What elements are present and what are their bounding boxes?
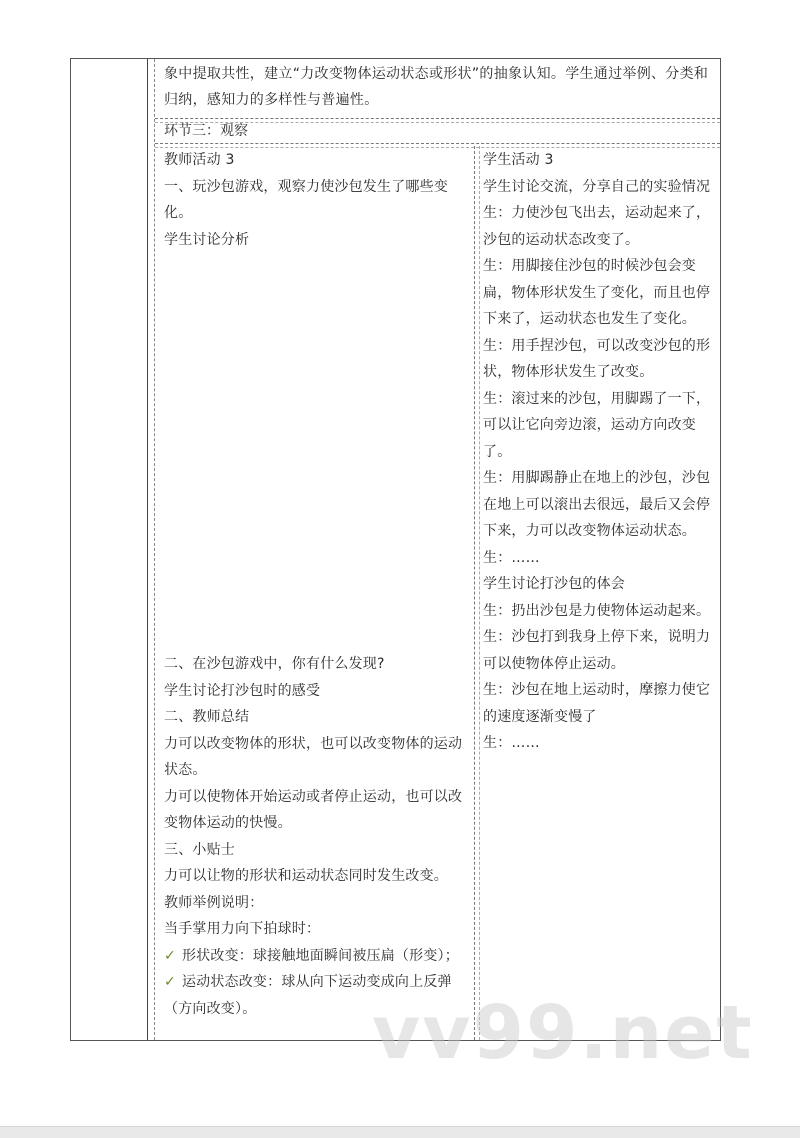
teacher-line: 力可以改变物体的形状，也可以改变物体的运动状态。 — [164, 735, 463, 778]
column-divider — [474, 146, 475, 1040]
student-heading: 学生活动 3 — [483, 152, 554, 168]
checklist-text: 运动状态改变：球从向下运动变成向上反弹（方向改变）。 — [164, 974, 452, 1017]
teacher-line: 学生讨论分析 — [164, 231, 250, 248]
student-line: 生：滚过来的沙包，用脚踢了一下，可以让它向旁边滚，运动方向改变了。 — [483, 390, 711, 460]
teacher-line: 一、玩沙包游戏，观察力使沙包发生了哪些变化。 — [164, 178, 448, 221]
intro-paragraph: 象中提取共性，建立“力改变物体运动状态或形状”的抽象认知。学生通过举例、分类和归纳，感知力的多样性与普遍性。 — [164, 66, 709, 108]
page-bottom-edge — [0, 1126, 800, 1138]
student-activity-cell — [483, 147, 711, 757]
teacher-line: 三、小贴士 — [164, 841, 235, 858]
student-line: 生：…… — [483, 549, 540, 566]
teacher-line: 学生讨论打沙包时的感受 — [164, 682, 321, 699]
teacher-line: 二、在沙包游戏中，你有什么发现? — [164, 656, 385, 672]
teacher-heading: 教师活动 3 — [164, 152, 235, 168]
section-title: 环节三：观察 — [164, 123, 248, 139]
teacher-line: 力可以让物的形状和运动状态同时发生改变。 — [164, 868, 448, 884]
student-line: 生：用脚踢静止在地上的沙包，沙包在地上可以滚出去很远，最后又会停下来，力可以改变物体运动状态。 — [483, 470, 711, 539]
student-line: 生：扔出沙包是力使物体运动起来。 — [483, 602, 711, 619]
student-line: 生：…… — [483, 735, 540, 751]
student-line: 生：沙包打到我身上停下来，说明力可以使物体停止运动。 — [483, 629, 711, 672]
teacher-line: 二、教师总结 — [164, 709, 250, 725]
table-left-column — [71, 59, 148, 1040]
teacher-activity-cell — [164, 147, 469, 1022]
teacher-line: 力可以使物体开始运动或者停止运动，也可以改变物体运动的快慢。 — [164, 788, 463, 831]
student-line: 生：用手捏沙包，可以改变沙包的形状，物体形状发生了改变。 — [483, 337, 711, 380]
checkmark-icon: ✓ — [164, 974, 176, 990]
table-narrow-column — [150, 59, 155, 1040]
teacher-line: 当手掌用力向下拍球时： — [164, 921, 321, 937]
student-line: 学生讨论交流，分享自己的实验情况 — [483, 178, 711, 195]
watermark: vv99.net — [372, 990, 754, 1076]
student-line: 生：用脚接住沙包的时候沙包会变扁，物体形状发生了变化，而且也停下来了，运动状态也发生了变化。 — [483, 258, 711, 327]
student-line: 生：力使沙包飞出去，运动起来了，沙包的运动状态改变了。 — [483, 205, 711, 248]
lesson-table — [70, 58, 721, 1041]
student-line: 生：沙包在地上运动时，摩擦力使它的速度逐渐变慢了 — [483, 682, 711, 725]
checklist-text: 形状改变：球接触地面瞬间被压扁（形变）； — [181, 947, 459, 964]
checkmark-icon: ✓ — [164, 947, 176, 964]
column-divider-inner — [479, 146, 480, 1040]
checklist-item — [164, 943, 469, 970]
spacer — [164, 253, 469, 651]
teacher-line: 教师举例说明： — [164, 894, 264, 911]
student-line: 学生讨论打沙包的体会 — [483, 576, 625, 592]
row-divider-2 — [155, 143, 720, 144]
